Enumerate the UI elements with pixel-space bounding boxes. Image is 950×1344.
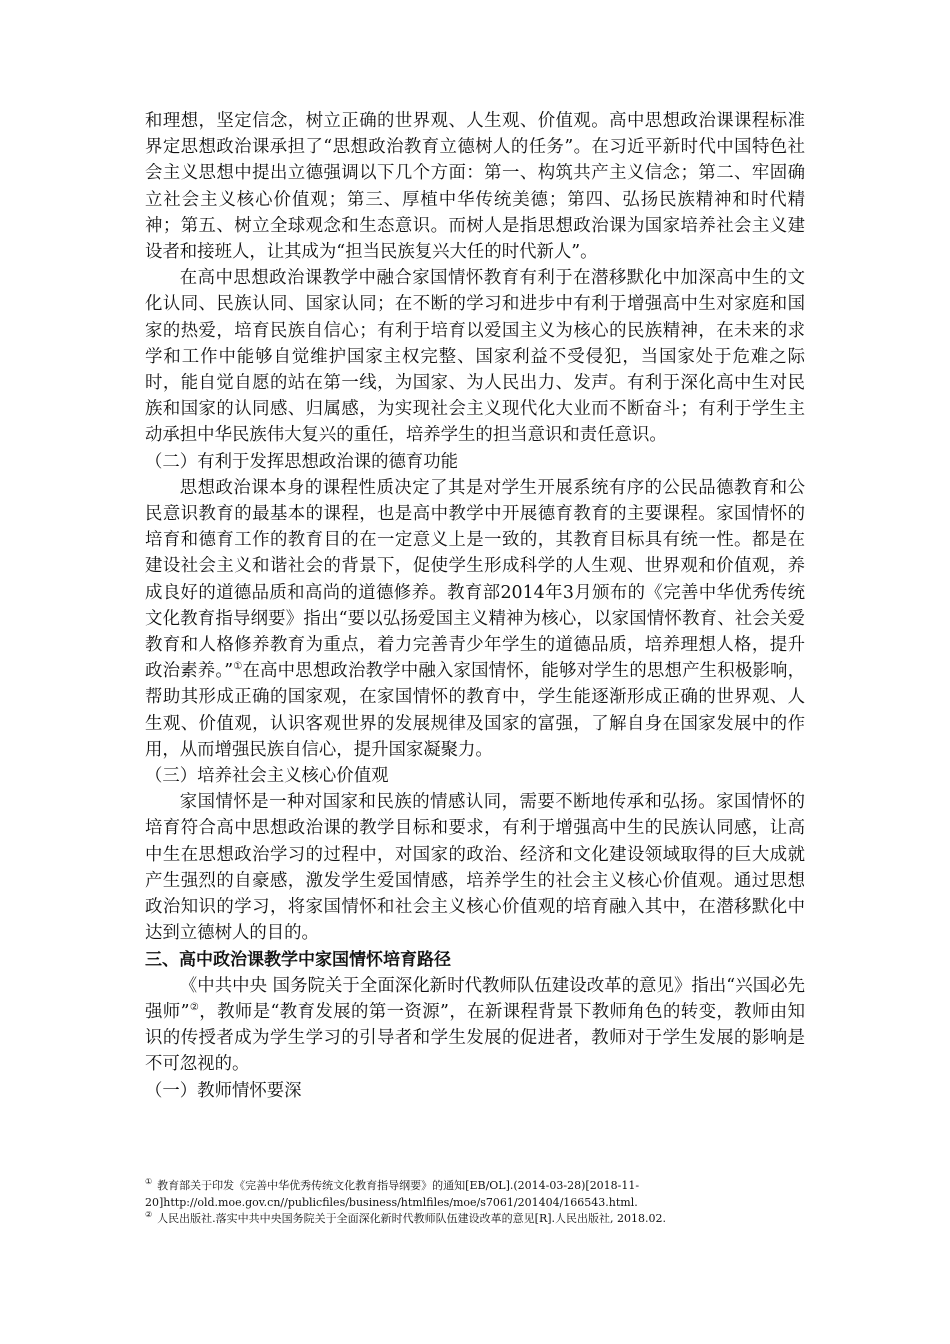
- footnote-ref-1[interactable]: ①: [233, 661, 243, 673]
- section-heading-3: 三、高中政治课教学中家国情怀培育路径: [145, 949, 451, 970]
- footnote-mark-1: ①: [145, 1177, 153, 1187]
- paragraph-5-part-a: 《中共中央 国务院关于全面深化新时代教师队伍建设改革的意见》指出“兴国必先强师”: [145, 975, 805, 1022]
- footnote-ref-2[interactable]: ②: [189, 1002, 200, 1014]
- paragraph-5-part-b: ，教师是“教育发展的第一资源”，在新课程背景下教师角色的转变，教师由知识的传授者成为学生学习的引导者和学生发展的促进者，教师对于学生发展的影响是不可忽视的。: [145, 1001, 805, 1075]
- paragraph-2: 在高中思想政治课教学中融合家国情怀教育有利于在潜移默化中加深高中生的文化认同、民族认同、国家认同；在不断的学习和进步中有利于增强高中生对家庭和国家的热爱，培育民族自信心；有利于培育以爱国主义为核心的民族精神，在未来的求学和工作中能够自觉维护国家主权完整、国家利益不受侵犯，当国家处于危难之际时，能自觉自愿的站在第一线，为国家、为人民出力、发声。有利于深化高中生对民族和国家的认同感、归属感，为实现社会主义现代化大业而不断奋斗；有利于学生主动承担中华民族伟大复兴的重任，培养学生的担当意识和责任意识。: [145, 268, 805, 446]
- document-body: [145, 108, 805, 1104]
- subheading-3: （三）培养社会主义核心价值观: [145, 766, 389, 787]
- footnotes: [145, 1178, 805, 1228]
- footnote-mark-2: ②: [145, 1210, 153, 1220]
- footnote-2: [145, 1211, 805, 1228]
- footnote-text-1: 教育部关于印发《完善中华优秀传统文化教育指导纲要》的通知[EB/OL].(2014-03-28)[2018-11-20]http://old.moe.gov.cn//publicfiles/business/htmlfiles/moe/s7061/201404/166543.html.: [145, 1179, 640, 1209]
- paragraph-3-part-b: 在高中思想政治教学中融入家国情怀，能够对学生的思想产生积极影响，帮助其形成正确的国家观，在家国情怀的教育中，学生能逐渐形成正确的世界观、人生观、价值观，认识客观世界的发展规律及国家的富强，了解自身在国家发展中的作用，从而增强民族自信心，提升国家凝聚力。: [145, 661, 805, 760]
- paragraph-3: [145, 475, 805, 763]
- paragraph-4: 家国情怀是一种对国家和民族的情感认同，需要不断地传承和弘扬。家国情怀的培育符合高中思想政治课的教学目标和要求，有利于增强高中生的民族认同感，让高中生在思想政治学习的过程中，对国家的政治、经济和文化建设领域取得的巨大成就产生强烈的自豪感，激发学生爱国情感，培养学生的社会主义核心价值观。通过思想政治知识的学习，将家国情怀和社会主义核心价值观的培育融入其中，在潜移默化中达到立德树人的目的。: [145, 792, 805, 944]
- footnote-1: [145, 1178, 805, 1211]
- paragraph-5: [145, 973, 805, 1078]
- paragraph-3-part-a: 思想政治课本身的课程性质决定了其是对学生开展系统有序的公民品德教育和公民意识教育的最基本的课程，也是高中教学中开展德育教育的主要课程。家国情怀的培育和德育工作的教育目的在一定意义上是一致的，其教育目标具有统一性。都是在建设社会主义和谐社会的背景下，促使学生形成科学的人生观、世界观和价值观，养成良好的道德品质和高尚的道德修养。教育部2014年3月颁布的《完善中华优秀传统文化教育指导纲要》指出“要以弘扬爱国主义精神为核心，以家国情怀教育、社会关爱教育和人格修养教育为重点，着力完善青少年学生的道德品质，培养理想人格，提升政治素养。”: [145, 477, 805, 682]
- paragraph-1: 和理想，坚定信念，树立正确的世界观、人生观、价值观。高中思想政治课课程标准界定思想政治课承担了“思想政治教育立德树人的任务”。在习近平新时代中国特色社会主义思想中提出立德强调以下几个方面：第一、构筑共产主义信念；第二、牢固确立社会主义核心价值观；第三、厚植中华传统美德；第四、弘扬民族精神和时代精神；第五、树立全球观念和生态意识。而树人是指思想政治课为国家培养社会主义建设者和接班人，让其成为“担当民族复兴大任的时代新人”。: [145, 111, 805, 263]
- subheading-2: （二）有利于发挥思想政治课的德育功能: [145, 451, 459, 472]
- footnote-text-2: 人民出版社.落实中共中央国务院关于全面深化新时代教师队伍建设改革的意见[R].人民出版社, 2018.02.: [157, 1212, 667, 1225]
- subheading-teacher: （一）教师情怀要深: [145, 1080, 302, 1101]
